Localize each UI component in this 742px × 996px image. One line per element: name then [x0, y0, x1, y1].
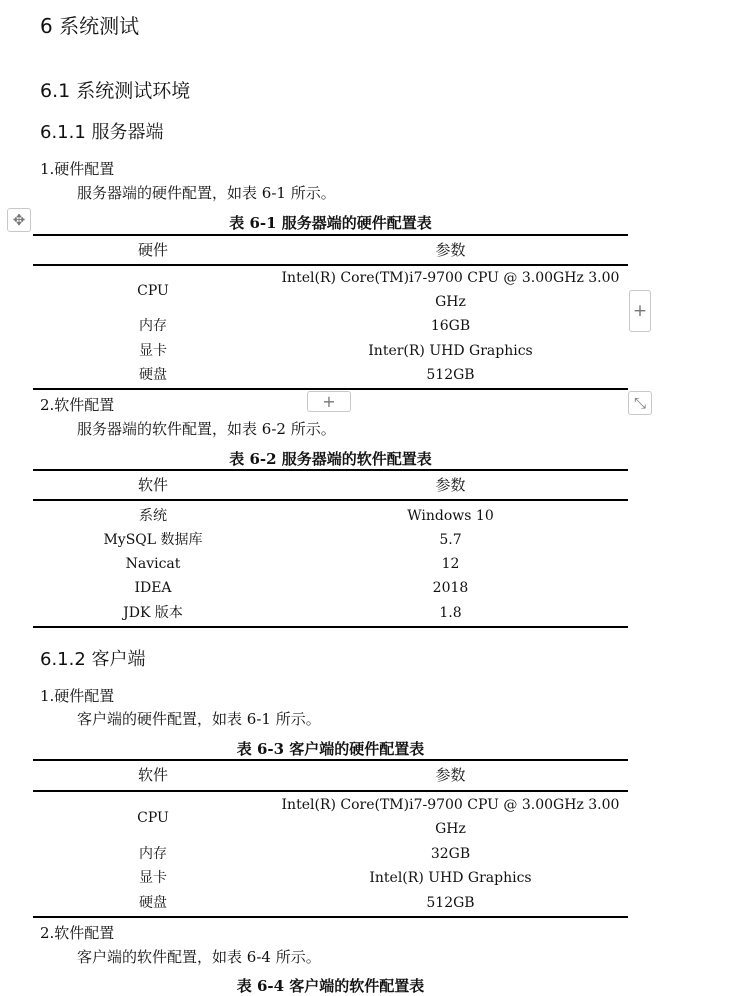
table-header: 软件 — [137, 476, 168, 494]
table-cell: CPU — [137, 283, 169, 299]
server-sw-intro: 服务器端的软件配置，如表 6-2 所示。 — [77, 420, 336, 438]
client-hw-intro: 客户端的硬件配置，如表 6-1 所示。 — [77, 710, 321, 728]
server-hw-intro: 服务器端的硬件配置，如表 6-1 所示。 — [77, 184, 336, 202]
table-header: 参数 — [435, 476, 466, 494]
table-cell: 硬盘 — [139, 367, 167, 383]
table-cell: 显卡 — [139, 870, 167, 886]
table-cell: 32GB — [430, 846, 471, 862]
table-cell: Intel(R) UHD Graphics — [369, 870, 532, 886]
table-cell: 2018 — [432, 580, 469, 596]
client-sw-caption: 表 6-4 客户端的软件配置表 — [236, 977, 425, 995]
table-resize-icon[interactable]: ⤡ — [628, 391, 652, 415]
section-heading-env: 6.1 系统测试环境 — [40, 80, 191, 102]
table-cell: Windows 10 — [407, 508, 494, 524]
server-hw-caption: 表 6-1 服务器端的硬件配置表 — [229, 214, 432, 232]
server-hw-table — [33, 234, 628, 390]
client-sw-label: 2.软件配置 — [40, 924, 115, 942]
server-sw-label: 2.软件配置 — [40, 396, 115, 414]
client-sw-intro: 客户端的软件配置，如表 6-4 所示。 — [77, 948, 321, 966]
table-cell: Navicat — [125, 556, 181, 572]
subsection-heading-server: 6.1.1 服务器端 — [40, 122, 164, 143]
add-column-icon[interactable]: + — [629, 290, 651, 332]
table-cell: 16GB — [430, 318, 471, 334]
table-cell: GHz — [435, 821, 466, 837]
table-cell: MySQL 数据库 — [103, 532, 203, 548]
table-header: 软件 — [137, 766, 168, 784]
server-sw-table — [33, 469, 628, 629]
table-cell: 系统 — [139, 508, 167, 524]
table-cell: Intel(R) Core(TM)i7-9700 CPU @ 3.00GHz 3.00 — [281, 270, 620, 286]
subsection-heading-client: 6.1.2 客户端 — [40, 649, 146, 670]
table-header: 参数 — [435, 241, 466, 259]
table-cell: CPU — [137, 810, 169, 826]
table-cell: GHz — [435, 294, 466, 310]
table-header: 参数 — [435, 766, 466, 784]
chapter-heading: 6 系统测试 — [40, 14, 140, 38]
server-sw-caption: 表 6-2 服务器端的软件配置表 — [229, 450, 432, 468]
table-cell: 内存 — [139, 846, 167, 862]
table-cell: 12 — [441, 556, 460, 572]
table-cell: Inter(R) UHD Graphics — [368, 343, 533, 359]
table-header: 硬件 — [137, 241, 168, 259]
table-move-icon[interactable]: ✥ — [7, 208, 31, 232]
client-hw-table — [33, 759, 628, 919]
table-cell: 5.7 — [439, 532, 462, 548]
table-cell: 512GB — [426, 367, 475, 383]
client-hw-label: 1.硬件配置 — [40, 687, 115, 705]
table-cell: 硬盘 — [139, 895, 167, 911]
table-cell: 1.8 — [439, 605, 462, 621]
table-cell: Intel(R) Core(TM)i7-9700 CPU @ 3.00GHz 3.00 — [281, 797, 620, 813]
table-cell: IDEA — [134, 580, 172, 596]
server-hw-label: 1.硬件配置 — [40, 160, 115, 178]
client-hw-caption: 表 6-3 客户端的硬件配置表 — [236, 740, 425, 758]
table-cell: 512GB — [426, 895, 475, 911]
table-cell: 内存 — [139, 318, 167, 334]
table-cell: JDK 版本 — [123, 605, 183, 621]
add-row-icon[interactable]: + — [307, 391, 351, 412]
table-cell: 显卡 — [139, 343, 167, 359]
